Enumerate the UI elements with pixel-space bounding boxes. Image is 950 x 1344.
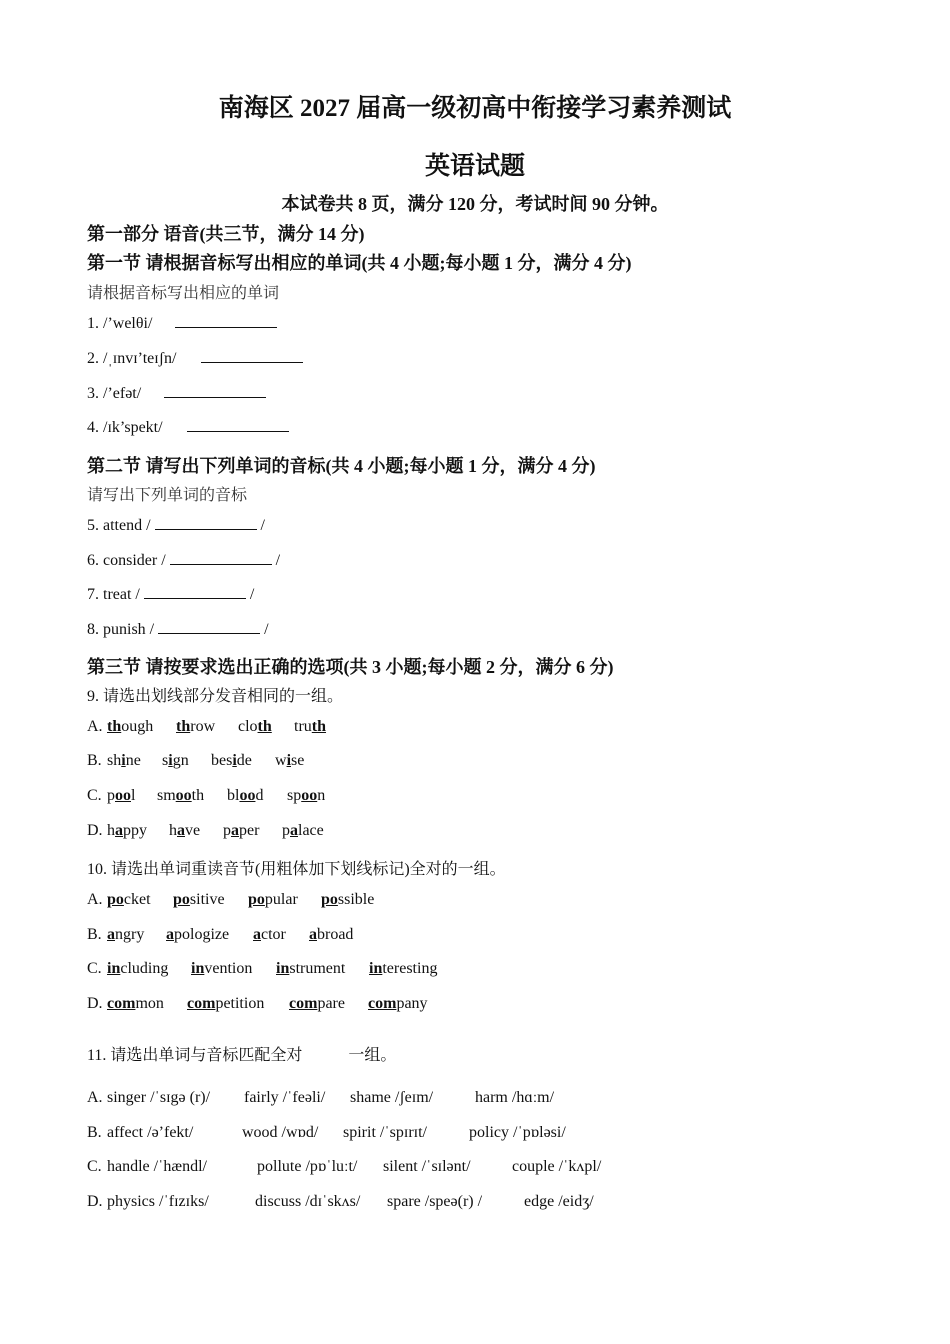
- word-phonetic-pair: silent /ˈsɪlənt/: [383, 1158, 471, 1175]
- marked-segment: po: [173, 891, 190, 908]
- word-phonetic-pair: singer /ˈsɪgə (r)/: [107, 1089, 211, 1106]
- option-word: company: [368, 995, 428, 1012]
- answer-blank[interactable]: [175, 313, 277, 328]
- marked-segment: a: [107, 926, 115, 943]
- exam-title: 南海区 2027 届高一级初高中衔接学习素养测试: [218, 95, 732, 122]
- marked-segment: com: [368, 995, 397, 1012]
- option-d[interactable]: [87, 822, 324, 840]
- marked-segment: a: [166, 926, 174, 943]
- slash: /: [260, 517, 265, 534]
- marked-segment: oo: [239, 787, 256, 804]
- marked-segment: in: [107, 960, 121, 977]
- marked-segment: i: [168, 752, 173, 769]
- option-label: A.: [87, 718, 103, 735]
- option-word: competition: [187, 995, 265, 1012]
- marked-segment: com: [107, 995, 136, 1012]
- question-text: 5. attend /: [87, 517, 151, 534]
- question-2: [87, 348, 303, 368]
- option-word: instrument: [276, 960, 346, 977]
- option-d[interactable]: [87, 995, 428, 1013]
- option-word: compare: [289, 995, 345, 1012]
- question-text: 2. /ˌɪnvɪ’teɪʃn/: [87, 350, 177, 367]
- marked-segment: oo: [115, 787, 131, 804]
- section1-heading: 第一节 请根据音标写出相应的单词(共 4 小题;每小题 1 分，满分 4 分): [87, 253, 632, 273]
- answer-blank[interactable]: [201, 348, 303, 363]
- option-b[interactable]: [87, 926, 354, 944]
- option-word: happy: [107, 822, 147, 839]
- word-phonetic-pair: shame /ʃeɪm/: [350, 1089, 434, 1106]
- option-word: smooth: [157, 787, 205, 804]
- marked-segment: a: [177, 822, 185, 839]
- option-word: interesting: [369, 960, 438, 977]
- option-word: blood: [227, 787, 264, 804]
- marked-segment: th: [107, 718, 122, 735]
- option-label: B.: [87, 752, 102, 769]
- marked-segment: th: [176, 718, 191, 735]
- word-phonetic-pair: policy /ˈpɒləsi/: [469, 1124, 566, 1141]
- marked-segment: po: [321, 891, 338, 908]
- option-word: apologize: [166, 926, 230, 943]
- option-word: common: [107, 995, 164, 1012]
- option-word: abroad: [309, 926, 354, 943]
- question-8: [87, 619, 269, 639]
- option-word: wise: [275, 752, 305, 769]
- section2-instruction: 请写出下列单词的音标: [87, 487, 248, 504]
- marked-segment: po: [107, 891, 124, 908]
- option-word: including: [107, 960, 169, 977]
- marked-segment: in: [191, 960, 205, 977]
- option-word: shine: [107, 752, 141, 769]
- option-word: spoon: [287, 787, 326, 804]
- question-text: 8. punish /: [87, 621, 155, 638]
- section1-instruction: 请根据音标写出相应的单词: [87, 285, 280, 302]
- marked-segment: i: [286, 752, 292, 769]
- marked-segment: po: [248, 891, 265, 908]
- answer-blank[interactable]: [187, 417, 289, 432]
- marked-segment: oo: [301, 787, 318, 804]
- section3-heading: 第三节 请按要求选出正确的选项(共 3 小题;每小题 2 分，满分 6 分): [87, 657, 614, 677]
- marked-segment: a: [231, 822, 239, 839]
- stem-text-end: 一组。: [348, 1047, 397, 1064]
- question-4: [87, 417, 289, 437]
- question-1: [87, 313, 277, 333]
- option-word: angry: [107, 926, 145, 943]
- option-word: pocket: [107, 891, 151, 908]
- option-word: pool: [107, 787, 136, 804]
- marked-segment: a: [253, 926, 261, 943]
- marked-segment: i: [232, 752, 237, 769]
- question-text: 6. consider /: [87, 552, 166, 569]
- option-label: A.: [87, 1089, 103, 1106]
- answer-blank[interactable]: [158, 619, 260, 634]
- option-word: paper: [223, 822, 260, 839]
- slash: /: [275, 552, 281, 569]
- option-d[interactable]: [87, 1193, 594, 1211]
- question-text: 3. /’efət/: [87, 385, 142, 402]
- option-label: A.: [87, 891, 103, 908]
- marked-segment: com: [289, 995, 318, 1012]
- marked-segment: a: [115, 822, 123, 839]
- answer-blank[interactable]: [144, 584, 246, 599]
- option-c[interactable]: [87, 787, 326, 805]
- marked-segment: a: [309, 926, 317, 943]
- option-word: have: [169, 822, 201, 839]
- question-6: [87, 550, 280, 570]
- option-label: B.: [87, 1124, 102, 1141]
- stem-text: 11. 请选出单词与音标匹配全对: [87, 1047, 303, 1064]
- marked-segment: th: [311, 718, 327, 735]
- marked-segment: in: [276, 960, 290, 977]
- option-word: sign: [162, 752, 189, 769]
- option-a[interactable]: [87, 718, 327, 736]
- option-word: actor: [253, 926, 286, 943]
- subject-title: 英语试题: [424, 153, 525, 180]
- option-a[interactable]: [87, 1089, 555, 1107]
- question-5: [87, 515, 265, 535]
- marked-segment: a: [290, 822, 298, 839]
- word-phonetic-pair: handle /ˈhændl/: [107, 1158, 207, 1175]
- marked-segment: th: [257, 718, 272, 735]
- word-phonetic-pair: fairly /ˈfeəli/: [244, 1089, 326, 1106]
- answer-blank[interactable]: [155, 515, 257, 530]
- word-phonetic-pair: physics /ˈfɪzɪks/: [107, 1193, 209, 1210]
- question-text: 4. /ɪk’spekt/: [87, 419, 163, 436]
- question-9-stem: 9. 请选出划线部分发音相同的一组。: [87, 688, 344, 705]
- option-word: cloth: [238, 718, 272, 735]
- option-label: C.: [87, 960, 102, 977]
- option-label: B.: [87, 926, 102, 943]
- option-b[interactable]: [87, 752, 305, 770]
- option-word: truth: [294, 718, 327, 735]
- word-phonetic-pair: affect /ə’fekt/: [107, 1124, 194, 1141]
- option-c[interactable]: [87, 960, 438, 978]
- word-phonetic-pair: spirit /ˈspɪrɪt/: [343, 1124, 427, 1141]
- exam-info: 本试卷共 8 页，满分 120 分，考试时间 90 分钟。: [281, 194, 669, 214]
- question-3: [87, 383, 266, 403]
- answer-blank[interactable]: [170, 550, 272, 565]
- question-10-stem: 10. 请选出单词重读音节(用粗体加下划线标记)全对的一组。: [87, 861, 506, 878]
- option-label: D.: [87, 1193, 103, 1210]
- option-label: D.: [87, 995, 103, 1012]
- word-phonetic-pair: pollute /pɒˈluːt/: [257, 1158, 358, 1175]
- marked-segment: i: [121, 752, 126, 769]
- option-word: positive: [173, 891, 225, 908]
- option-label: D.: [87, 822, 103, 839]
- answer-blank[interactable]: [164, 383, 266, 398]
- word-phonetic-pair: couple /ˈkʌpl/: [512, 1158, 602, 1175]
- option-c[interactable]: [87, 1158, 602, 1176]
- question-text: 1. /’welθi/: [87, 315, 153, 332]
- option-word: palace: [282, 822, 324, 839]
- slash: /: [264, 621, 269, 638]
- question-text: 7. treat /: [87, 586, 140, 603]
- option-word: beside: [211, 752, 252, 769]
- section2-heading: 第二节 请写出下列单词的音标(共 4 小题;每小题 1 分，满分 4 分): [87, 456, 596, 476]
- option-word: invention: [191, 960, 253, 977]
- question-11-stem: [87, 1042, 396, 1065]
- option-word: though: [107, 718, 154, 735]
- marked-segment: com: [187, 995, 216, 1012]
- option-a[interactable]: [87, 891, 375, 909]
- option-word: possible: [321, 891, 375, 908]
- word-phonetic-pair: wood /wɒd/: [242, 1124, 319, 1141]
- marked-segment: in: [369, 960, 383, 977]
- slash: /: [249, 586, 255, 603]
- option-word: popular: [248, 891, 298, 908]
- option-label: C.: [87, 787, 102, 804]
- marked-segment: oo: [175, 787, 192, 804]
- option-b[interactable]: [87, 1124, 566, 1142]
- question-7: [87, 584, 254, 604]
- part1-heading: 第一部分 语音(共三节，满分 14 分): [87, 224, 365, 244]
- word-phonetic-pair: edge /eidʒ/: [524, 1193, 594, 1210]
- word-phonetic-pair: spare /speə(r) /: [387, 1193, 483, 1210]
- option-label: C.: [87, 1158, 102, 1175]
- option-word: throw: [176, 718, 216, 735]
- word-phonetic-pair: discuss /dɪˈskʌs/: [255, 1193, 361, 1210]
- word-phonetic-pair: harm /hɑːm/: [475, 1089, 555, 1106]
